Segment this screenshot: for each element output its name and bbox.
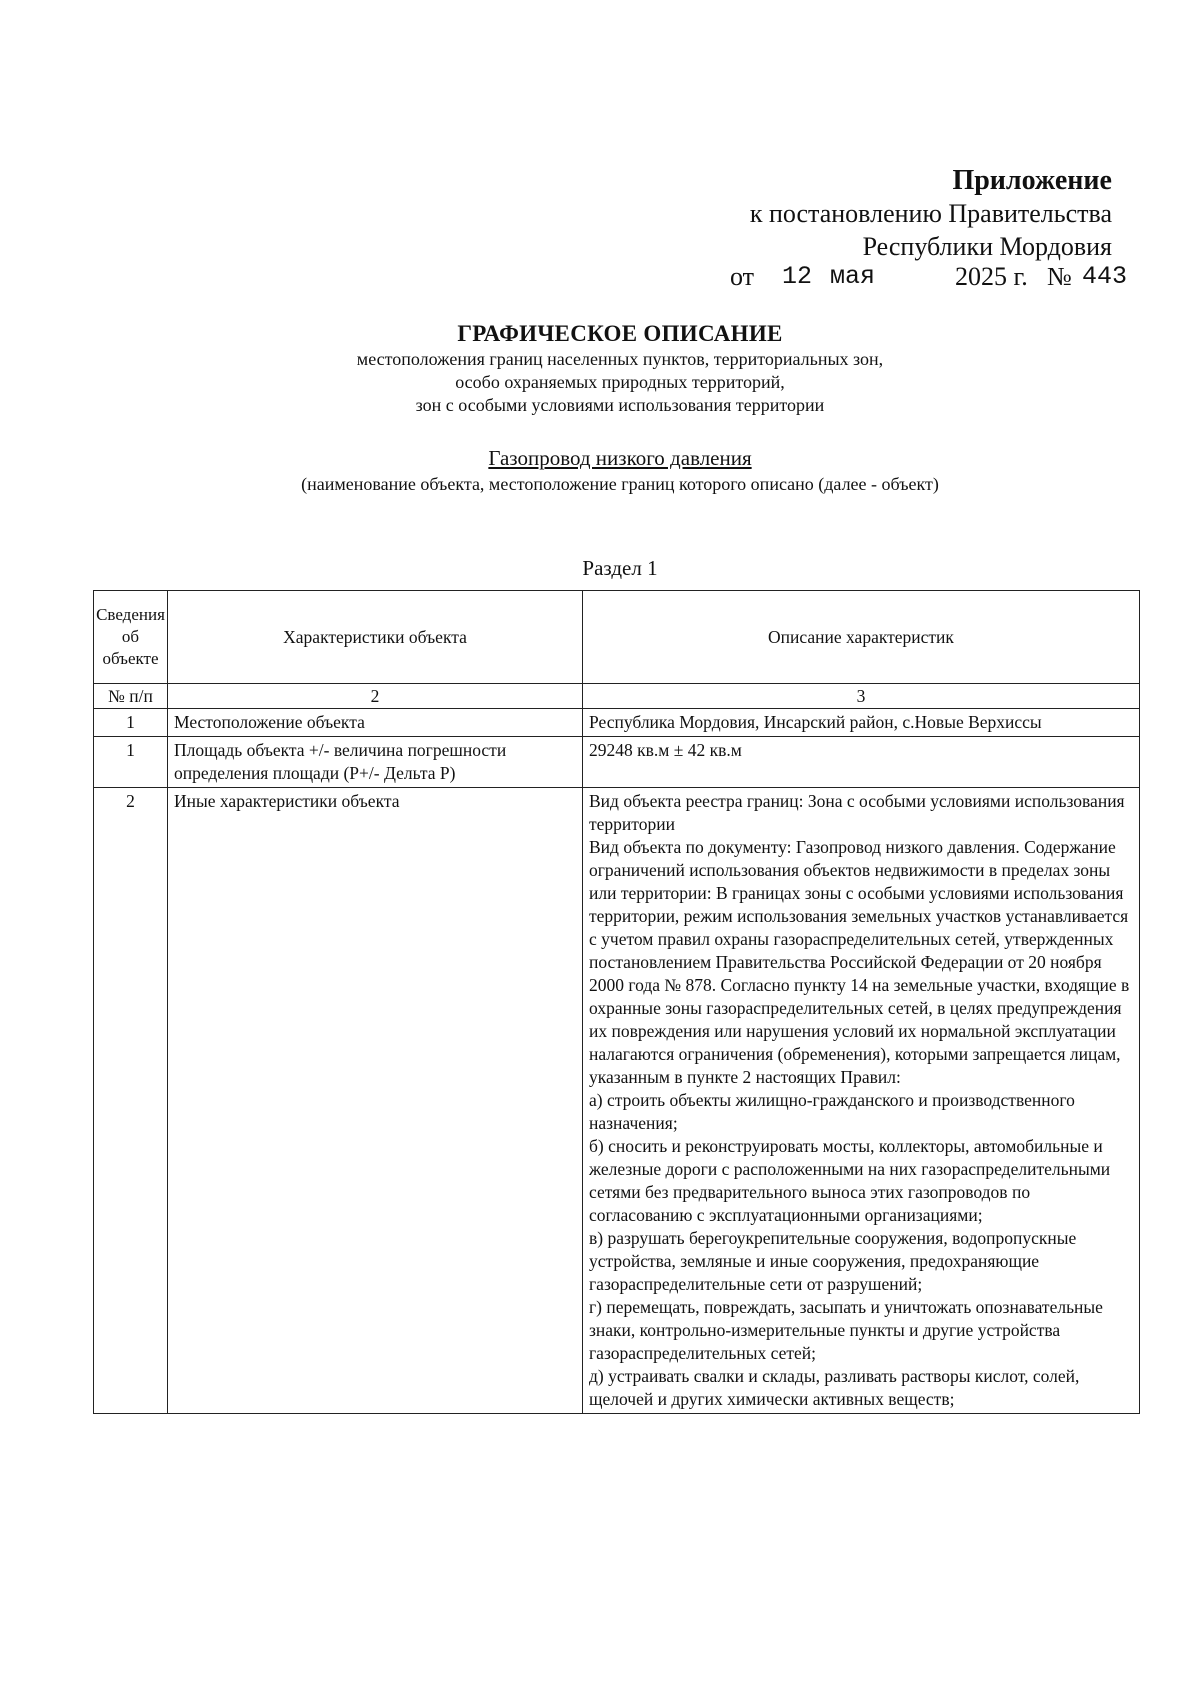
- numbering-col-1: № п/п: [94, 684, 168, 709]
- document-title: ГРАФИЧЕСКОЕ ОПИСАНИЕ: [457, 321, 783, 346]
- object-name-note: (наименование объекта, местоположение границ которого описано (далее - объект): [301, 474, 939, 494]
- document-subtitle-line: зон с особыми условиями использования территории: [415, 395, 825, 415]
- description-paragraph: Вид объекта по документу: Газопровод низкого давления. Содержание ограничений использования объектов недвижимости в пределах зоны или территории: В границах зоны с особыми условиями использования территории, режим использования земельных участков устанавливается с учетом правил охраны газораспределительных сетей, утвержденных постановлением Правительства Российской Федерации от 20 ноября 2000 года № 878. Согласно пункту 14 на земельные участки, входящие в охранные зоны газораспределительных сетей, в целях предупреждения их повреждения или нарушения условий их нормальной эксплуатации налагаются ограничения (обременения), которыми запрещается лицам, указанным в пункте 2 настоящих Правил:: [589, 837, 1130, 1087]
- document-subtitle-line: местоположения границ населенных пунктов, территориальных зон,: [356, 349, 884, 369]
- decree-number: 443: [1082, 262, 1128, 291]
- appendix-line-1: к постановлению Правительства: [749, 199, 1112, 228]
- date-prefix: от: [730, 262, 755, 291]
- row-description: 29248 кв.м ± 42 кв.м: [583, 737, 1140, 788]
- table-row: [94, 788, 1140, 1414]
- description-paragraph: а) строить объекты жилищно-гражданского и производственного назначения;: [589, 1090, 1075, 1133]
- appendix-header: [750, 164, 1112, 263]
- row-characteristic: Местоположение объекта: [168, 709, 583, 737]
- document-heading: [0, 320, 1200, 417]
- header-characteristics: Характеристики объекта: [168, 591, 583, 684]
- date-year: 2025 г.: [955, 262, 1028, 291]
- document-subtitle-line: особо охраняемых природных территорий,: [455, 372, 785, 392]
- decree-date-line: [730, 262, 1128, 294]
- section-label: Раздел 1: [582, 556, 658, 580]
- numbering-col-3: 3: [583, 684, 1140, 709]
- table-row: [94, 709, 1140, 737]
- row-number: 1: [94, 709, 168, 737]
- description-paragraph: в) разрушать берегоукрепительные сооружения, водопропускные устройства, земляные и иные сооружения, предохраняющие газораспределительные сети от разрушений;: [589, 1228, 1077, 1294]
- appendix-line-2: Республики Мордовия: [862, 232, 1112, 261]
- row-description-multiline: [583, 788, 1140, 1414]
- description-paragraph: Вид объекта реестра границ: Зона с особыми условиями использования территории: [589, 791, 1125, 834]
- appendix-title: Приложение: [952, 165, 1112, 196]
- table-row: [94, 737, 1140, 788]
- row-characteristic: Иные характеристики объекта: [168, 788, 583, 1414]
- description-paragraph: д) устраивать свалки и склады, разливать растворы кислот, солей, щелочей и других химически активных веществ;: [589, 1366, 1080, 1409]
- header-object-info: Сведения об объекте: [94, 591, 168, 684]
- date-month: мая: [830, 262, 876, 291]
- number-prefix: №: [1047, 262, 1072, 291]
- row-number: 2: [94, 788, 168, 1414]
- characteristics-table: [93, 590, 1140, 1414]
- object-name: Газопровод низкого давления: [488, 446, 752, 470]
- row-description: Республика Мордовия, Инсарский район, с.Новые Верхиссы: [583, 709, 1140, 737]
- date-day: 12: [782, 262, 813, 291]
- numbering-col-2: 2: [168, 684, 583, 709]
- description-paragraph: б) сносить и реконструировать мосты, коллекторы, автомобильные и железные дороги с расположенными на них газораспределительными сетями без предварительного выноса этих газопроводов по согласованию с эксплуатационными организациями;: [589, 1136, 1111, 1225]
- header-description: Описание характеристик: [583, 591, 1140, 684]
- row-characteristic: Площадь объекта +/- величина погрешности определения площади (P+/- Дельта P): [168, 737, 583, 788]
- table-numbering-row: [94, 684, 1140, 709]
- description-paragraph: г) перемещать, повреждать, засыпать и уничтожать опознавательные знаки, контрольно-измерительные пункты и другие устройства газораспределительных сетей;: [589, 1297, 1103, 1363]
- row-number: 1: [94, 737, 168, 788]
- table-header-row: [94, 591, 1140, 684]
